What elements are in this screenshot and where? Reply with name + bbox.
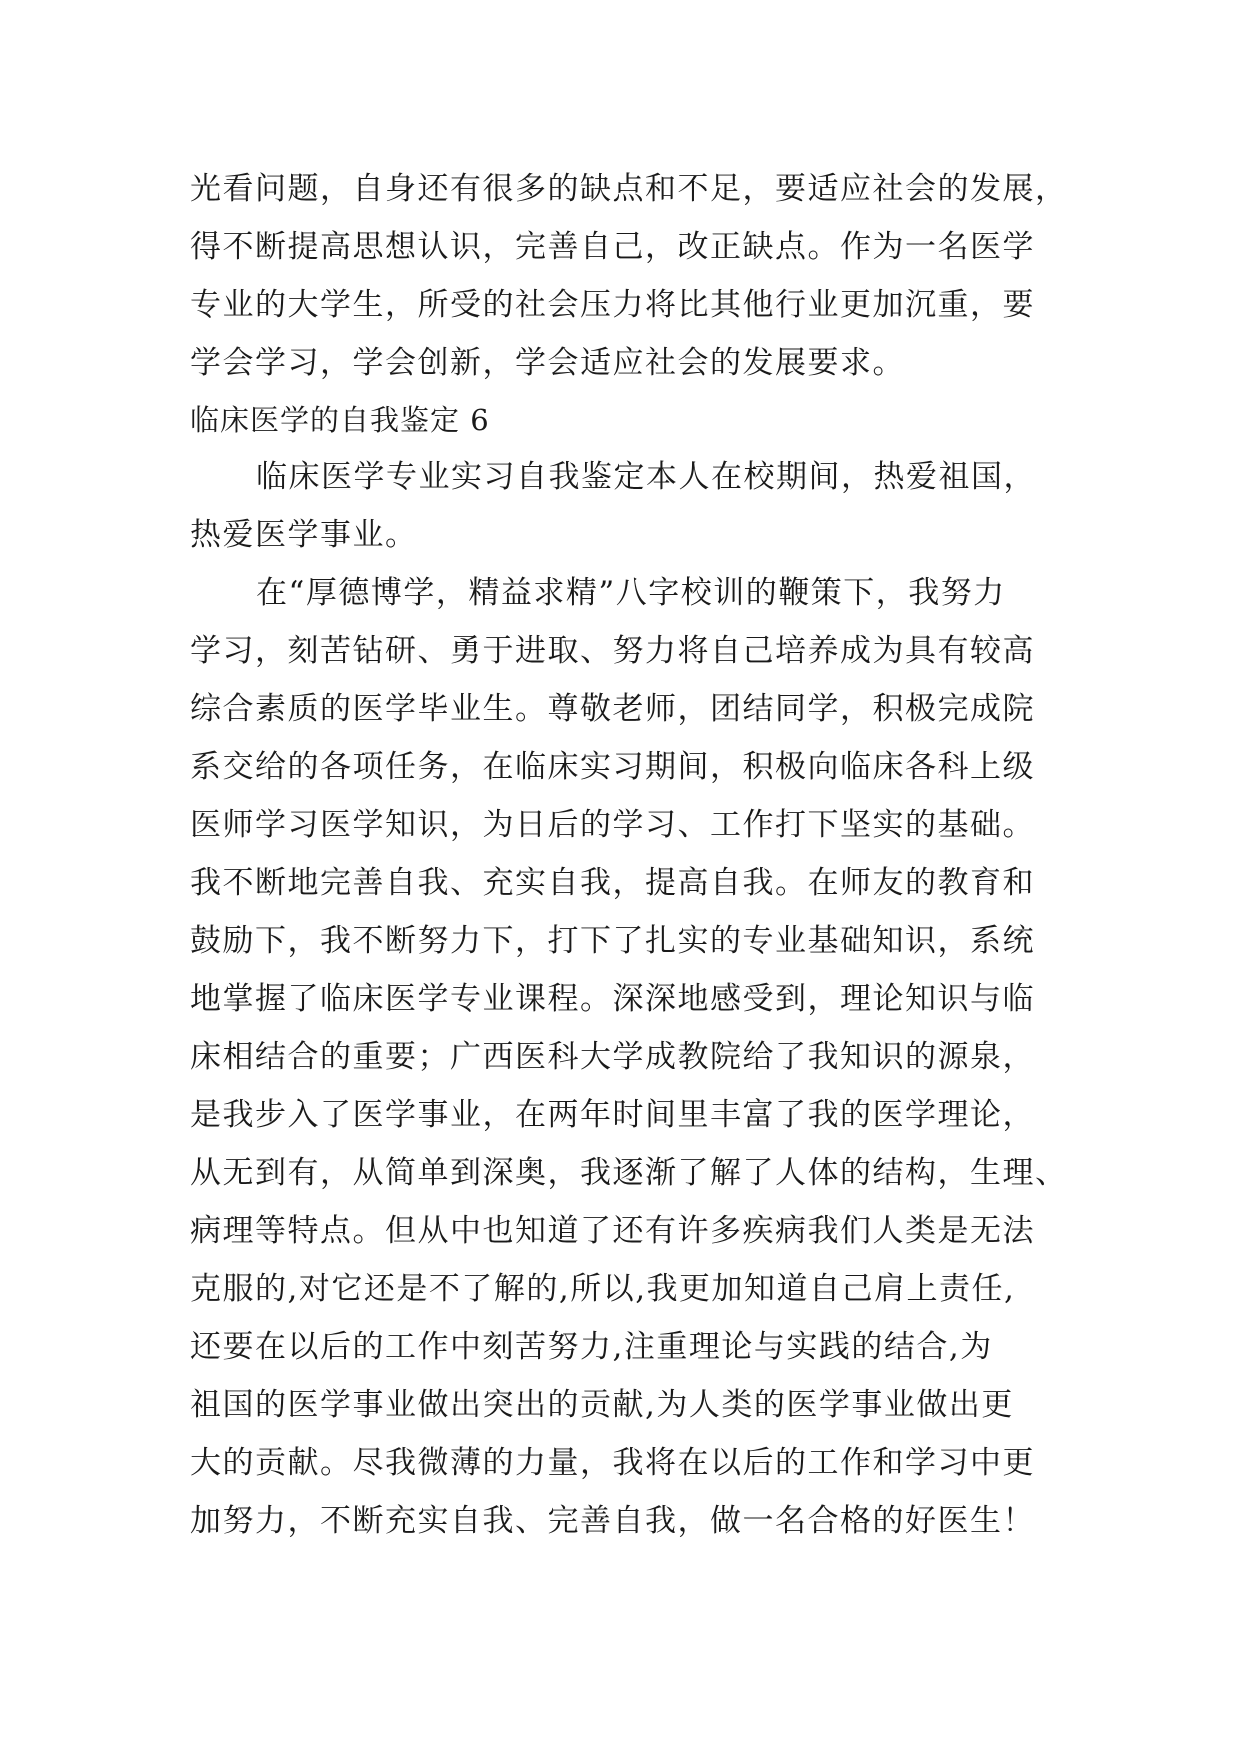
text-line: 光看问题，自身还有很多的缺点和不足，要适应社会的发展，: [190, 171, 1068, 207]
text-line: 临床医学专业实习自我鉴定本人在校期间，热爱祖国，: [256, 459, 1036, 495]
text-line: 病理等特点。但从中也知道了还有许多疾病我们人类是无法: [190, 1213, 1035, 1249]
text-line: 专业的大学生，所受的社会压力将比其他行业更加沉重，要: [190, 287, 1035, 323]
text-line: 学习，刻苦钻研、勇于进取、努力将自己培养成为具有较高: [190, 633, 1035, 669]
text-line: 是我步入了医学事业，在两年时间里丰富了我的医学理论，: [190, 1097, 1035, 1133]
text-line: 综合素质的医学毕业生。尊敬老师，团结同学，积极完成院: [190, 691, 1035, 727]
text-line: 祖国的医学事业做出突出的贡献,为人类的医学事业做出更: [190, 1387, 1014, 1423]
text-line: 大的贡献。尽我微薄的力量，我将在以后的工作和学习中更: [190, 1445, 1035, 1481]
text-line: 在“厚德博学，精益求精”八字校训的鞭策下，我努力: [256, 575, 1006, 611]
text-line: 热爱医学事业。: [190, 517, 418, 553]
paragraph-1: [190, 448, 1070, 564]
text-line: 加努力，不断充实自我、完善自我，做一名合格的好医生！: [190, 1503, 1035, 1539]
text-line: 我不断地完善自我、充实自我，提高自我。在师友的教育和: [190, 865, 1035, 901]
text-line: 床相结合的重要；广西医科大学成教院给了我知识的源泉，: [190, 1039, 1035, 1075]
top-paragraph: [190, 160, 1070, 392]
text-line: 系交给的各项任务，在临床实习期间，积极向临床各科上级: [190, 749, 1035, 785]
text-line: 还要在以后的工作中刻苦努力,注重理论与实践的结合,为: [190, 1329, 993, 1365]
text-line: 克服的,对它还是不了解的,所以,我更加知道自己肩上责任,: [190, 1271, 1016, 1307]
text-line: 鼓励下，我不断努力下，打下了扎实的专业基础知识，系统: [190, 923, 1035, 959]
document-body: [190, 160, 1070, 1550]
text-line: 医师学习医学知识，为日后的学习、工作打下坚实的基础。: [190, 807, 1035, 843]
text-line: 得不断提高思想认识，完善自己，改正缺点。作为一名医学: [190, 229, 1035, 265]
section-heading: 临床医学的自我鉴定 6: [190, 403, 490, 437]
text-line: 从无到有，从简单到深奥，我逐渐了解了人体的结构，生理、: [190, 1155, 1068, 1191]
text-line: 地掌握了临床医学专业课程。深深地感受到，理论知识与临: [190, 981, 1035, 1017]
paragraph-2: [190, 564, 1070, 1550]
text-line: 学会学习，学会创新，学会适应社会的发展要求。: [190, 345, 905, 381]
